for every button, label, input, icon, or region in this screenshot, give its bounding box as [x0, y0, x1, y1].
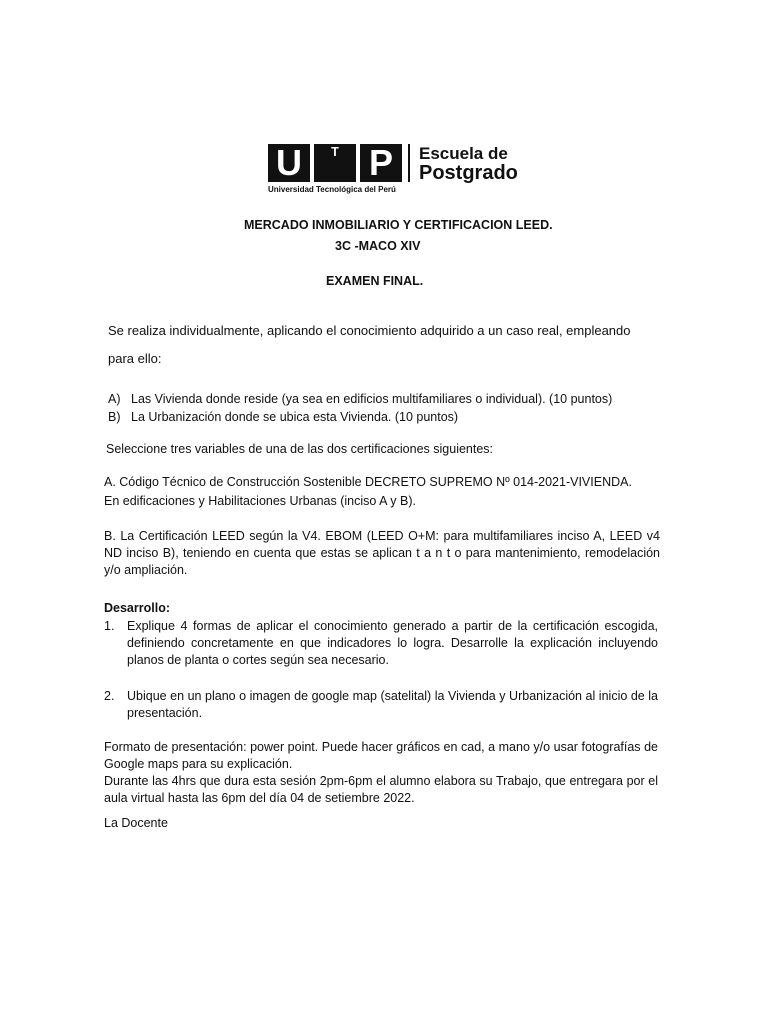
logo-school-line2: Postgrado — [419, 162, 518, 184]
logo-divider — [408, 144, 410, 182]
development-item-2 — [104, 688, 658, 722]
format-line-1: Formato de presentación: power point. Puede hacer gráficos en cad, a mano y/o usar fotografías de Google maps para su explicación. — [104, 740, 658, 771]
option-a-label: A) — [108, 392, 121, 406]
signature-docente: La Docente — [104, 816, 168, 830]
format-paragraph — [104, 739, 658, 807]
section-a-line-2: En edificaciones y Habilitaciones Urbanas (inciso A y B). — [104, 494, 416, 508]
option-a-text: Las Vivienda donde reside (ya sea en edificios multifamiliares o individual). (10 puntos) — [131, 392, 613, 406]
utp-logo — [268, 144, 558, 196]
development-item-1-number: 1. — [104, 619, 115, 633]
document-subtitle: 3C -MACO XIV — [335, 239, 421, 253]
logo-university-name: Universidad Tecnológica del Perú — [268, 185, 396, 194]
logo-letter-t: T — [314, 144, 356, 182]
section-a-line-1: A. Código Técnico de Construcción Sostenible DECRETO SUPREMO Nº 014-2021-VIVIENDA. — [104, 475, 632, 489]
development-item-1 — [104, 618, 658, 669]
format-line-2: Durante las 4hrs que dura esta sesión 2pm-6pm el alumno elabora su Trabajo, que entregara por el aula virtual hasta las 6pm del día 04 de setiembre 2022. — [104, 774, 658, 805]
option-b-text: La Urbanización donde se ubica esta Vivienda. (10 puntos) — [131, 410, 459, 424]
logo-school-line1: Escuela de — [419, 144, 508, 163]
option-a — [108, 391, 612, 408]
logo-school-name — [419, 145, 518, 183]
exam-heading: EXAMEN FINAL. — [326, 274, 424, 288]
intro-line-1: Se realiza individualmente, aplicando el conocimiento adquirido a un caso real, empleando — [108, 323, 631, 338]
intro-line-2: para ello: — [108, 351, 162, 366]
development-item-1-text: Explique 4 formas de aplicar el conocimiento generado a partir de la certificación escogida, definiendo concretamente en que indicadores lo logra. Desarrolle la explicación incluyendo planos de planta o cortes según sea necesario. — [127, 619, 658, 667]
document-title: MERCADO INMOBILIARIO Y CERTIFICACION LEED. — [244, 218, 553, 232]
development-item-2-number: 2. — [104, 689, 115, 703]
development-item-2-text: Ubique en un plano o imagen de google map (satelital) la Vivienda y Urbanización al inicio de la presentación. — [127, 689, 658, 720]
logo-letter-u: U — [268, 144, 310, 182]
logo-letter-p: P — [360, 144, 402, 182]
development-heading: Desarrollo: — [104, 601, 170, 615]
option-b-label: B) — [108, 410, 121, 424]
select-instruction: Seleccione tres variables de una de las dos certificaciones siguientes: — [106, 442, 494, 456]
option-b — [108, 409, 458, 426]
section-b-paragraph: B. La Certificación LEED según la V4. EBOM (LEED O+M: para multifamiliares inciso A, LEED v4 ND inciso B), teniendo en cuenta que estas se aplican t a n t o para mantenimiento, remodelación y/o ampliación. — [104, 529, 660, 577]
